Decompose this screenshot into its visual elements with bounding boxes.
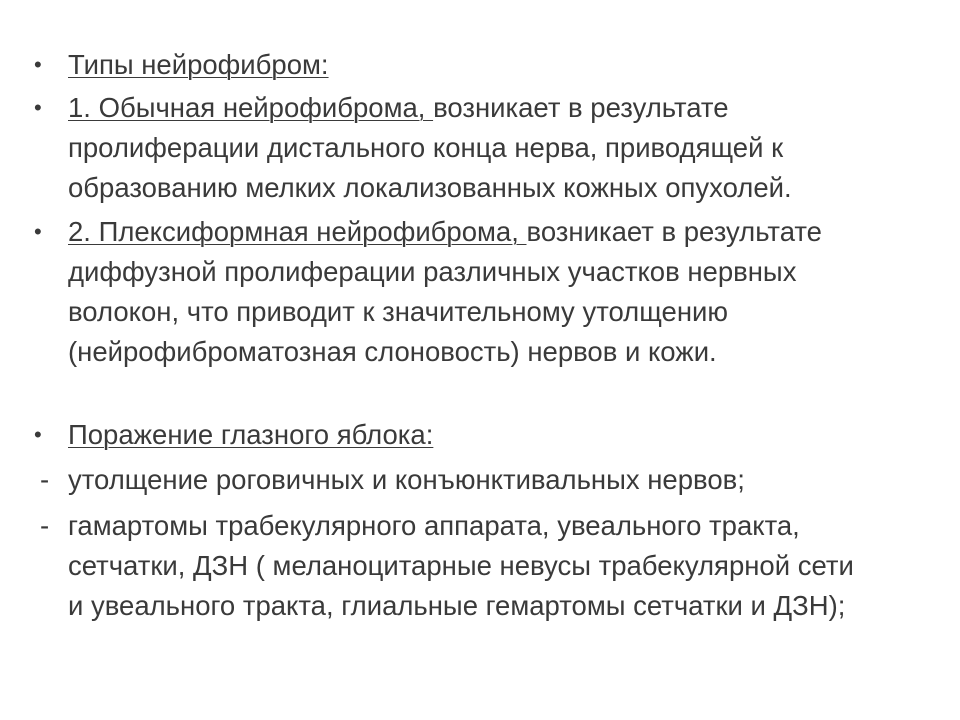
term-plexiform-neurofibroma: 2. Плексиформная нейрофиброма, [68,216,527,247]
definition-text: (нейрофиброматозная слоновость) нервов и кожи. [68,336,717,367]
bullet-marker: • [34,422,42,447]
term-ordinary-neurofibroma: 1. Обычная нейрофиброма, [68,92,434,123]
bullet-marker: • [34,219,42,244]
definition-text: диффузной пролиферации различных участков нервных [68,256,797,287]
definition-text: волокон, что приводит к значительному утолщению [68,296,728,327]
list-text: сетчатки, ДЗН ( меланоцитарные невусы трабекулярной сети [68,550,854,581]
section-heading-eyeball-lesion: Поражение глазного яблока: [68,419,434,450]
bullet-marker: • [34,52,42,77]
definition-text: пролиферации дистального конца нерва, приводящей к [68,132,784,163]
section-heading-neurofibroma-types: Типы нейрофибром: [68,49,329,80]
dash-marker: - [40,464,50,495]
definition-text: возникает в результате [526,216,822,247]
list-text: и увеального тракта, глиальные гемартомы сетчатки и ДЗН); [68,590,846,621]
list-text: утолщение роговичных и конъюнктивальных нервов; [68,464,745,495]
bullet-marker: • [34,95,42,120]
list-text: гамартомы трабекулярного аппарата, увеального тракта, [68,510,800,541]
definition-text: образованию мелких локализованных кожных опухолей. [68,172,792,203]
dash-marker: - [40,510,50,541]
definition-text: возникает в результате [433,92,729,123]
